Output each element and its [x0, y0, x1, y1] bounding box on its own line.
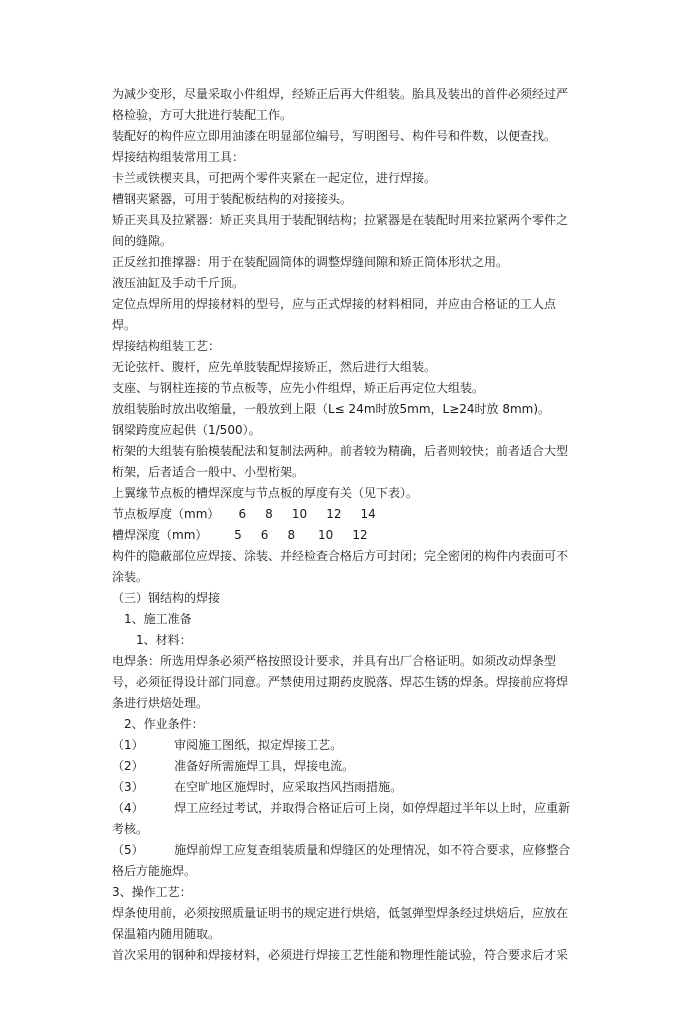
paragraph: 液压油缸及手动千斤顶。	[112, 276, 245, 290]
heading: 焊接结构组装工艺：	[112, 339, 221, 353]
subsection-heading: 1、材料：	[136, 633, 192, 647]
list-item: （2） 准备好所需施焊工具，焊接电流。	[112, 759, 355, 773]
paragraph: 构件的隐蔽部位应焊接、涂装、并经检查合格后方可封闭；完全密闭的构件内表面可不涂装。	[112, 549, 569, 584]
list-item: （4） 焊工应经过考试，并取得合格证后可上岗，如停焊超过半年以上时，应重新考核。	[112, 801, 571, 836]
list-item: （1） 审阅施工图纸，拟定焊接工艺。	[112, 738, 343, 752]
paragraph: 卡兰或铁楔夹具，可把两个零件夹紧在一起定位，进行焊接。	[112, 171, 437, 185]
subsection-heading: 2、作业条件：	[124, 717, 204, 731]
paragraph: 无论弦杆、腹杆，应先单肢装配焊接矫正，然后进行大组装。	[112, 360, 437, 374]
paragraph: 定位点焊所用的焊接材料的型号，应与正式焊接的材料相同，并应由合格证的工人点焊。	[112, 297, 557, 332]
list-item: （5） 施焊前焊工应复查组装质量和焊缝区的处理情况，如不符合要求，应修整合格后方能施焊。	[112, 843, 571, 878]
paragraph: 桁架的大组装有胎模装配法和复制法两种。前者较为精确，后者则较快；前者适合大型桁架，后者适合一般中、小型桁架。	[112, 444, 569, 479]
table-row-plate-thickness: 节点板厚度（mm） 6 8 10 12 14	[112, 507, 376, 521]
paragraph: 焊条使用前，必须按照质量证明书的规定进行烘焙，低氢弹型焊条经过烘焙后，应放在保温箱内随用随取。	[112, 906, 569, 941]
heading: 焊接结构组装常用工具：	[112, 150, 245, 164]
paragraph: 钢梁跨度应起供（1/500）。	[112, 423, 261, 437]
subsection-heading: 1、施工准备	[124, 612, 192, 626]
paragraph: 正反丝扣推撑器：用于在装配圆筒体的调整焊缝间隙和矫正筒体形状之用。	[112, 255, 509, 269]
paragraph: 支座、与钢柱连接的节点板等，应先小件组焊，矫正后再定位大组装。	[112, 381, 485, 395]
paragraph: 上翼缘节点板的槽焊深度与节点板的厚度有关（见下表）。	[112, 486, 419, 500]
table-row-weld-depth: 槽焊深度（mm） 5 6 8 10 12	[112, 528, 368, 542]
document-body	[112, 84, 572, 966]
list-item: （3） 在空旷地区施焊时，应采取挡风挡雨措施。	[112, 780, 403, 794]
paragraph: 槽钢夹紧器，可用于装配板结构的对接接头。	[112, 192, 353, 206]
paragraph: 为减少变形，尽量采取小件组焊，经矫正后再大件组装。胎具及装出的首件必须经过严格检验，方可大批进行装配工作。	[112, 87, 569, 122]
section-heading: （三）钢结构的焊接	[112, 591, 221, 605]
paragraph: 装配好的构件应立即用油漆在明显部位编号，写明图号、构件号和件数，以便查找。	[112, 129, 557, 143]
paragraph: 放组装胎时放出收缩量，一般放到上限（L≤ 24m时放5mm，L≥24时放 8mm)。	[112, 402, 551, 416]
paragraph: 电焊条：所选用焊条必须严格按照设计要求，并具有出厂合格证明。如须改动焊条型号，必须征得设计部门同意。严禁使用过期药皮脱落、焊芯生锈的焊条。焊接前应将焊条进行烘焙处理。	[112, 654, 569, 710]
paragraph: 首次采用的钢种和焊接材料，必须进行焊接工艺性能和物理性能试验，符合要求后才采	[112, 948, 569, 962]
paragraph: 矫正夹具及拉紧器：矫正夹具用于装配钢结构；拉紧器是在装配时用来拉紧两个零件之间的缝隙。	[112, 213, 569, 248]
subsection-heading: 3、操作工艺：	[112, 885, 192, 899]
